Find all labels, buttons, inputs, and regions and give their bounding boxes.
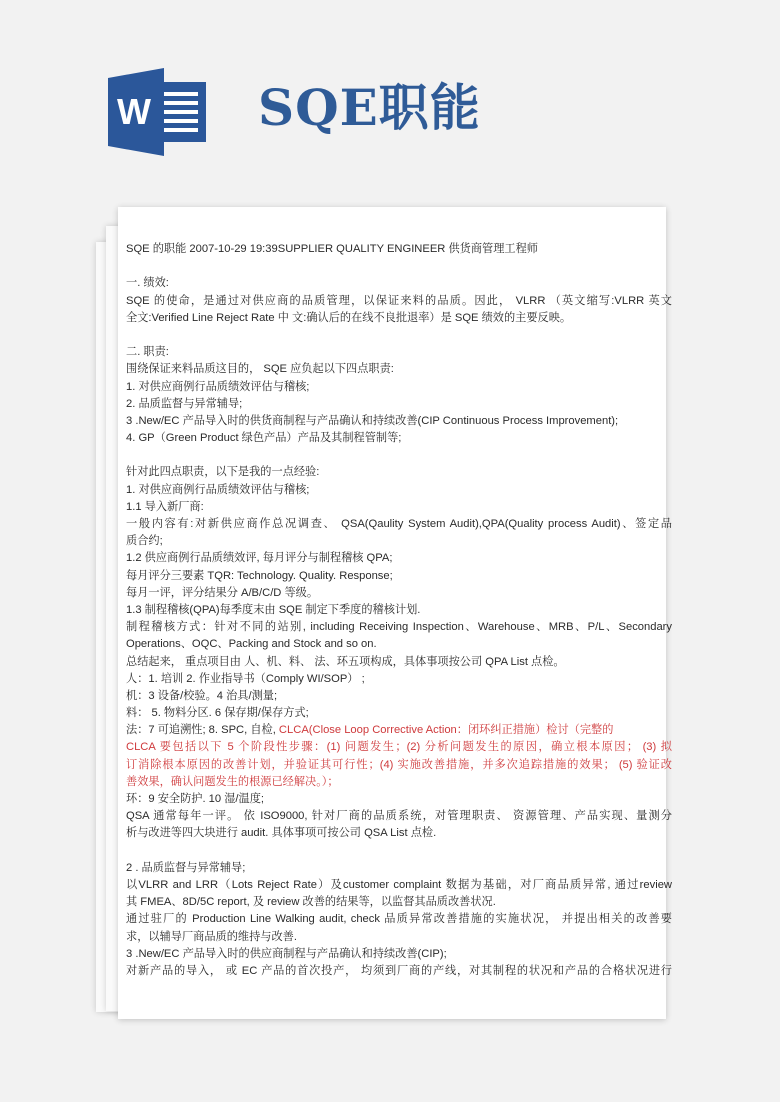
line-text: 善效果，确认问题发生的根源已经解决。）； bbox=[126, 775, 339, 788]
line-text: 环：9 安全防护. 10 湿/温度; bbox=[126, 793, 265, 805]
text-line bbox=[126, 860, 672, 877]
line-text: 1.1 导入新厂商: bbox=[126, 500, 204, 513]
text-line bbox=[126, 585, 672, 602]
line-text: 3 .New/EC 产品导入时的供应商制程与产品确认和持续改善(CIP); bbox=[126, 947, 447, 960]
text-line bbox=[126, 293, 672, 310]
text-line bbox=[126, 877, 672, 894]
line-text: 质合约; bbox=[126, 535, 163, 548]
line-text: 3 .New/EC 产品导入时的供货商制程与产品确认和持续改善(CIP Continuous Process Improvement); bbox=[126, 414, 619, 427]
logo-letter: W bbox=[117, 91, 151, 132]
line-text: 二. 职责: bbox=[126, 346, 169, 359]
page-title: SQE职能 bbox=[258, 78, 481, 137]
text-line bbox=[126, 946, 672, 963]
text-line bbox=[126, 310, 672, 327]
blank-line bbox=[126, 447, 672, 464]
line-text: 每月评分三要素 TQR: Technology. Quality. Response; bbox=[126, 569, 393, 582]
text-line bbox=[126, 619, 672, 636]
line-text: 求，以辅导厂商品质的维持与改善. bbox=[126, 930, 297, 943]
line-text: 围绕保证来料品质这目的， SQE 应负起以下四点职责: bbox=[126, 363, 394, 376]
line-text: 一. 绩效: bbox=[126, 277, 169, 290]
line-text: 通过驻厂的 Production Line Walking audit, check 品质异常改善措施的实施状况， 并提出相关的改善要 bbox=[126, 913, 672, 926]
text-line bbox=[126, 739, 672, 756]
blank-line bbox=[126, 327, 672, 344]
text-line bbox=[126, 464, 672, 481]
text-line bbox=[126, 482, 672, 499]
line-text: 1. 对供应商例行品质绩效评估与稽核; bbox=[126, 483, 310, 496]
text-line bbox=[126, 568, 672, 585]
line-text: 总结起来， 重点项目由 人、机、料、 法、环五项构成，具体事项按公司 QPA List 点检。 bbox=[126, 655, 565, 668]
text-line bbox=[126, 808, 672, 825]
line-text: 1.3 制程稽核(QPA)每季度末由 SQE 制定下季度的稽核计划. bbox=[126, 603, 421, 616]
highlighted-text: CLCA(Close Loop Corrective Action：闭环纠正措施）检讨（完整的 bbox=[275, 724, 614, 737]
text-line bbox=[126, 275, 672, 292]
document-body bbox=[126, 241, 672, 980]
line-text: 法：7 可追溯性; 8. SPC, 自检, bbox=[126, 724, 276, 737]
document-page bbox=[118, 207, 672, 1019]
line-text: 全文:Verified Line Reject Rate 中 文:确认后的在线不良批退率）是 SQE 绩效的主要反映。 bbox=[126, 311, 572, 324]
text-line bbox=[126, 499, 672, 516]
text-line bbox=[126, 533, 672, 550]
text-line bbox=[126, 791, 672, 808]
line-text: SQE 的职能 2007-10-29 19:39SUPPLIER QUALITY ENGINEER 供货商管理工程师 bbox=[126, 243, 538, 255]
text-line bbox=[126, 911, 672, 928]
line-text: 人：1. 培训 2. 作业指导书（Comply WI/SOP） ; bbox=[126, 672, 365, 685]
text-line bbox=[126, 344, 672, 361]
blank-line bbox=[126, 258, 672, 275]
line-text: 2 . 品质监督与异常辅导; bbox=[126, 861, 246, 874]
line-text: 制程稽核方式：针对不同的站别, including Receiving Inspection、Warehouse、MRB、P/L、Secondary bbox=[126, 621, 672, 634]
line-text: 2. 品质监督与异常辅导; bbox=[126, 397, 243, 410]
text-line bbox=[126, 602, 672, 619]
line-text: 1.2 供应商例行品质绩效评, 每月评分与制程稽核 QPA; bbox=[126, 552, 393, 565]
text-line bbox=[126, 825, 672, 842]
text-line bbox=[126, 241, 672, 258]
text-line bbox=[126, 516, 672, 533]
text-line bbox=[126, 413, 672, 430]
line-text: QSA 通常每年一评。 依 ISO9000, 针对厂商的品质系统，对管理职责、 资源管理、产品实现、量测分 bbox=[126, 810, 672, 823]
line-text: CLCA 要包括以下 5 个阶段性步骤：(1) 问题发生；(2) 分析问题发生的原因，确立根本原因； (3) 拟 bbox=[126, 741, 672, 754]
text-line bbox=[126, 361, 672, 378]
line-text: 一般内容有:对新供应商作总况调查、 QSA(Qaulity System Audit),QPA(Quality process Audit)、签定品 bbox=[126, 518, 672, 530]
line-text: 以VLRR and LRR（Lots Reject Rate）及customer complaint 数据为基础，对厂商品质异常, 通过review bbox=[126, 878, 672, 891]
line-text: 针对此四点职责，以下是我的一点经验: bbox=[126, 466, 320, 479]
text-line bbox=[126, 430, 672, 447]
text-line bbox=[126, 894, 672, 911]
text-line bbox=[126, 929, 672, 946]
text-line bbox=[126, 705, 672, 722]
text-line bbox=[126, 963, 672, 980]
text-line bbox=[126, 654, 672, 671]
text-line bbox=[126, 379, 672, 396]
line-text: 每月一评，评分结果分 A/B/C/D 等级。 bbox=[126, 586, 319, 599]
text-line bbox=[126, 774, 672, 791]
text-line bbox=[126, 636, 672, 653]
text-line bbox=[126, 688, 672, 705]
line-text: 析与改进等四大块进行 audit. 具体事项可按公司 QSA List 点检. bbox=[126, 827, 437, 840]
line-text: 订消除根本原因的改善计划，并验证其可行性；(4) 实施改善措施，并多次追踪措施的效果； (5) 验证改 bbox=[126, 758, 672, 771]
line-text: Operations、OQC、Packing and Stock and so on. bbox=[126, 638, 377, 651]
text-line bbox=[126, 671, 672, 688]
text-line bbox=[126, 550, 672, 567]
line-text: SQE 的使命，是通过对供应商的品质管理，以保证来料的品质。因此， VLRR （英文缩写:VLRR 英文 bbox=[126, 294, 672, 307]
blank-line bbox=[126, 843, 672, 860]
word-document-icon bbox=[108, 68, 208, 156]
text-line bbox=[126, 722, 672, 739]
line-text: 其 FMEA、8D/5C report, 及 review 改善的结果等，以监督其品质改善状况. bbox=[126, 896, 496, 909]
line-text: 1. 对供应商例行品质绩效评估与稽核; bbox=[126, 380, 310, 393]
line-text: 料： 5. 物料分区. 6 保存期/保存方式; bbox=[126, 707, 309, 720]
line-text: 对新产品的导入， 或 EC 产品的首次投产， 均须到厂商的产线，对其制程的状况和产品的合格状况进行 bbox=[126, 964, 672, 977]
text-line bbox=[126, 396, 672, 413]
line-text: 机：3 设备/校验。4 治具/测量; bbox=[126, 689, 278, 702]
line-text: 4. GP（Green Product 绿色产品）产品及其制程管制等; bbox=[126, 432, 402, 445]
text-line bbox=[126, 757, 672, 774]
